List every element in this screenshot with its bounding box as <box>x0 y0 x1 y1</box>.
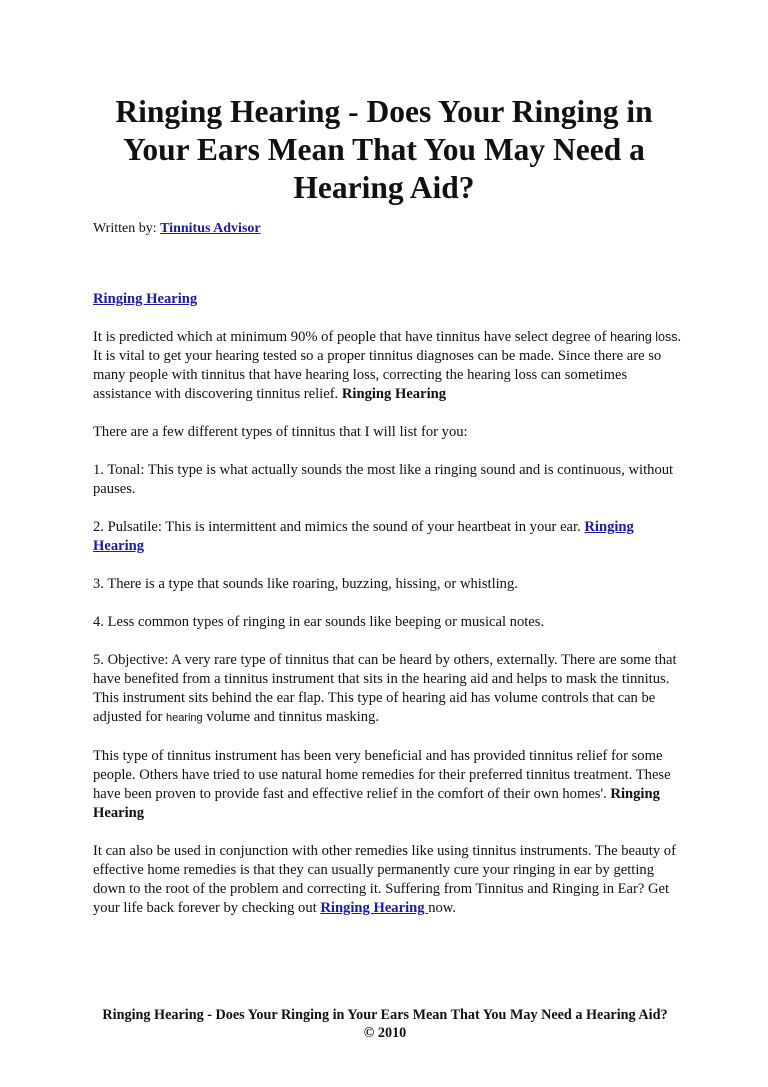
text: It is predicted which at minimum 90% of people that have tinnitus have select degree of <box>93 329 611 345</box>
byline <box>93 220 261 237</box>
list-item-objective <box>93 651 683 728</box>
paragraph-instrument <box>93 747 683 823</box>
text-sans: hearing loss <box>610 330 678 344</box>
keyword-bold: Ringing Hearing <box>341 386 447 402</box>
paragraph-types-intro: There are a few different types of tinnitus that I will list for you: <box>93 424 468 440</box>
paragraph-conclusion <box>93 842 683 918</box>
author-link[interactable]: Tinnitus Advisor <box>160 221 261 236</box>
text: . It is vital to get your hearing tested so a proper tinnitus diagnoses can be made. Since there are so many people with tinnitus that have hearing loss, correcting the hearing loss can sometimes assistance with discovering tinnitus relief. <box>93 329 682 402</box>
section-heading <box>93 290 683 309</box>
paragraph-intro <box>93 328 683 404</box>
section-link[interactable]: Ringing Hearing <box>93 291 198 307</box>
text: 5. Objective: A very rare type of tinnitus that can be heard by others, externally. There are some that have benefited from a tinnitus instrument that sits in the hearing aid and helps to mask the tinnitus. This instrument sits behind the ear flap. This type of hearing aid has volume controls that can be adjusted for <box>93 652 677 725</box>
article-body <box>93 290 683 937</box>
text-sans: hearing <box>165 712 203 724</box>
text: now. <box>428 900 457 916</box>
list-item-tonal: 1. Tonal: This type is what actually sounds the most like a ringing sound and is continuous, without pauses. <box>93 462 674 497</box>
keyword-bold: Ringing Hearing <box>93 786 660 821</box>
ringing-hearing-link[interactable]: Ringing Hearing <box>93 519 634 554</box>
list-item-roaring: 3. There is a type that sounds like roaring, buzzing, hissing, or whistling. <box>93 576 518 592</box>
text: This type of tinnitus instrument has been very beneficial and has provided tinnitus relief for some people. Others have tried to use natural home remedies for their preferred tinnitus treatment. These have been proven to provide fast and effective relief in the comfort of their own homes'. <box>93 748 671 802</box>
text: It can also be used in conjunction with other remedies like using tinnitus instruments. The beauty of effective home remedies is that they can usually permanently cure your ringing in ear by getting down to the root of the problem and correcting it. Suffering from Tinnitus and Ringing in Ear? Get your life back forever by checking out <box>93 843 676 916</box>
list-item-less-common: 4. Less common types of ringing in ear sounds like beeping or musical notes. <box>93 614 545 630</box>
text: volume and tinnitus masking. <box>202 709 379 725</box>
text: 2. Pulsatile: This is intermittent and mimics the sound of your heartbeat in your ear. <box>93 519 585 535</box>
page-title: Ringing Hearing - Does Your Ringing in Your Ears Mean That You May Need a Hearing Aid? <box>115 94 653 205</box>
byline-label: Written by: <box>93 221 157 236</box>
page-footer: Ringing Hearing - Does Your Ringing in Your Ears Mean That You May Need a Hearing Aid? © 2010 <box>102 1007 668 1041</box>
ringing-hearing-cta-link[interactable]: Ringing Hearing <box>320 900 429 916</box>
list-item-pulsatile <box>93 518 683 556</box>
